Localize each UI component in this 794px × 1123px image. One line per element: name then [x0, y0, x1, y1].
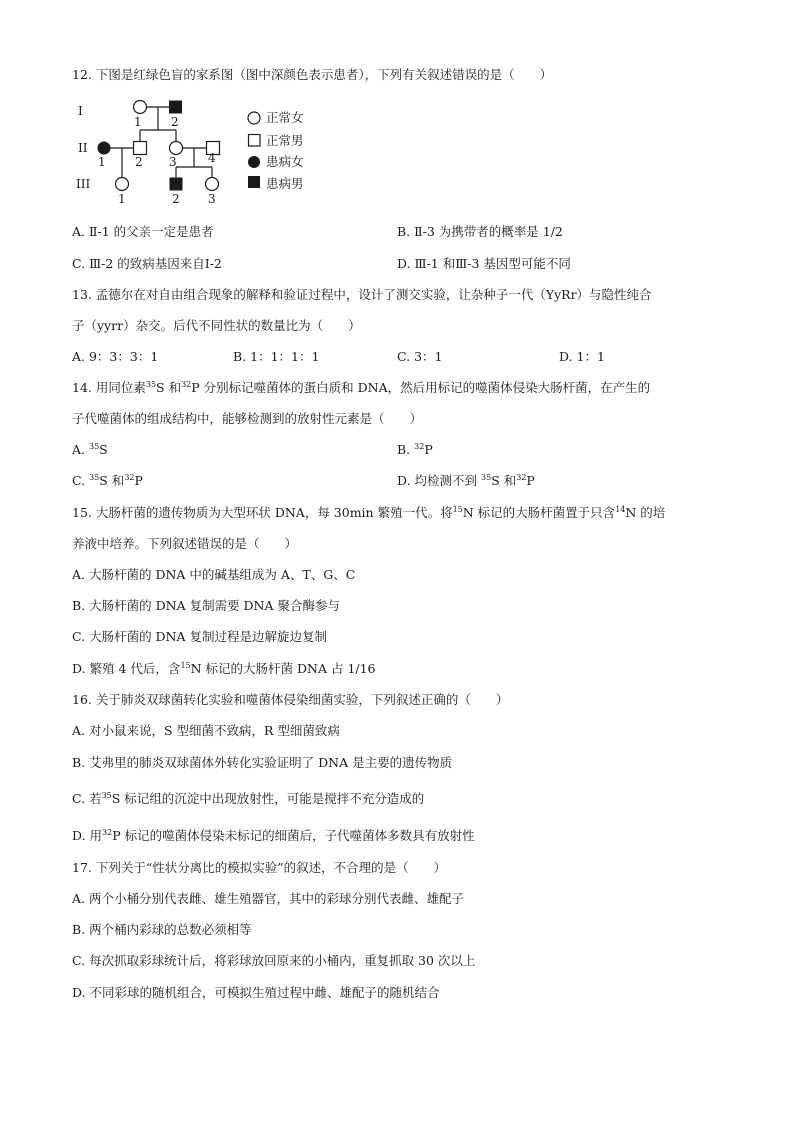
q16-option-d[interactable]: D. 用$^{32}$P 标记的噬菌体侵染未标记的细菌后，子代噬菌体多数具有放射性	[72, 828, 475, 843]
legend-normal-male: 正常男	[266, 133, 304, 148]
q13-option-a[interactable]: A. 9：3：3：1	[72, 349, 159, 364]
q15-option-a[interactable]: A. 大肠杆菌的 DNA 中的碱基组成为 A、T、G、C	[72, 567, 356, 582]
q12-stem: 12. 下图是红绿色盲的家系图（图中深颜色表示患者），下列有关叙述错误的是（ ）	[72, 67, 553, 82]
q13-stem-line2: 子（yyrr）杂交。后代不同性状的数量比为（ ）	[72, 318, 361, 333]
pedigree-III2-affected-male	[170, 178, 183, 191]
q14-stem-line2: 子代噬菌体的组成结构中，能够检测到的放射性元素是（ ）	[72, 411, 423, 426]
pedigree-II3-normal-female	[170, 142, 183, 155]
q17-stem: 17. 下列关于“性状分离比的模拟实验”的叙述，不合理的是（ ）	[72, 860, 447, 875]
pedigree-label-III1: 1	[118, 192, 126, 206]
legend-normal-male-icon	[249, 135, 261, 147]
pedigree-III1-normal-female	[116, 178, 129, 191]
q16-stem: 16. 关于肺炎双球菌转化实验和噬菌体侵染细菌实验，下列叙述正确的（ ）	[72, 692, 509, 707]
pedigree-label-II3: 3	[169, 155, 177, 169]
pedigree-label-I1: 1	[134, 115, 142, 129]
q12-option-a[interactable]: A. Ⅱ-1 的父亲一定是患者	[72, 224, 214, 239]
legend-affected-female-icon	[248, 156, 260, 168]
q16-option-a[interactable]: A. 对小鼠来说，S 型细菌不致病，R 型细菌致病	[72, 723, 340, 738]
legend-affected-male: 患病男	[266, 176, 304, 191]
q15-option-c[interactable]: C. 大肠杆菌的 DNA 复制过程是边解旋边复制	[72, 629, 327, 644]
pedigree-label-III3: 3	[208, 192, 216, 206]
q12-option-d[interactable]: D. Ⅲ-1 和Ⅲ-3 基因型可能不同	[397, 256, 571, 271]
generation-label-2: II	[78, 141, 88, 155]
legend-normal-female: 正常女	[266, 110, 304, 125]
q13-option-c[interactable]: C. 3：1	[397, 349, 443, 364]
q14-option-a[interactable]: A. $^{35}$S	[72, 442, 108, 457]
legend-affected-male-icon	[248, 176, 260, 188]
pedigree-label-II4: 4	[208, 151, 216, 165]
q12-option-b[interactable]: B. Ⅱ-3 为携带者的概率是 1/2	[397, 224, 563, 239]
legend-affected-female: 患病女	[266, 154, 304, 169]
q13-option-b[interactable]: B. 1：1：1：1	[233, 349, 320, 364]
pedigree-label-III2: 2	[172, 192, 180, 206]
pedigree-II1-affected-female	[98, 142, 111, 155]
q16-option-b[interactable]: B. 艾弗里的肺炎双球菌体外转化实验证明了 DNA 是主要的遗传物质	[72, 755, 453, 770]
pedigree-label-II1: 1	[98, 155, 106, 169]
q17-option-c[interactable]: C. 每次抓取彩球统计后，将彩球放回原来的小桶内，重复抓取 30 次以上	[72, 953, 476, 968]
q15-option-b[interactable]: B. 大肠杆菌的 DNA 复制需要 DNA 聚合酶参与	[72, 598, 340, 613]
generation-label-1: I	[78, 104, 83, 118]
q15-stem-line2: 养液中培养。下列叙述错误的是（ ）	[72, 536, 298, 551]
q15-option-d[interactable]: D. 繁殖 4 代后，含$^{15}$N 标记的大肠杆菌 DNA 占 1/16	[72, 661, 376, 676]
q14-option-b[interactable]: B. $^{32}$P	[397, 442, 433, 457]
q17-option-d[interactable]: D. 不同彩球的随机组合，可模拟生殖过程中雌、雄配子的随机结合	[72, 985, 440, 1000]
pedigree-I2-affected-male	[169, 101, 182, 114]
generation-label-3: III	[76, 177, 91, 191]
pedigree-III3-normal-female	[206, 178, 219, 191]
q17-option-a[interactable]: A. 两个小桶分别代表雌、雄生殖器官，其中的彩球分别代表雌、雄配子	[72, 891, 464, 906]
q15-stem-line1: 15. 大肠杆菌的遗传物质为大型环状 DNA，每 30min 繁殖一代。将$^{15}$N 标记的大肠杆菌置于只含$^{14}$N 的培	[72, 505, 666, 520]
q13-stem-line1: 13. 孟德尔在对自由组合现象的解释和验证过程中，设计了测交实验，让杂种子一代（YyRr）与隐性纯合	[72, 287, 652, 302]
q16-option-c[interactable]: C. 若$^{35}$S 标记组的沉淀中出现放射性，可能是搅拌不充分造成的	[72, 791, 425, 806]
pedigree-chart	[72, 96, 362, 208]
pedigree-II2-normal-male	[134, 142, 147, 155]
q12-option-c[interactable]: C. Ⅲ-2 的致病基因来自Ⅰ-2	[72, 256, 222, 271]
pedigree-label-II2: 2	[135, 155, 143, 169]
q14-option-d[interactable]: D. 均检测不到 $^{35}$S 和$^{32}$P	[397, 473, 535, 488]
q14-stem-line1: 14. 用同位素$^{35}$S 和$^{32}$P 分别标记噬菌体的蛋白质和 DNA，然后用标记的噬菌体侵染大肠杆菌，在产生的	[72, 380, 651, 395]
pedigree-label-I2: 2	[171, 115, 179, 129]
pedigree-I1-normal-female	[134, 101, 147, 114]
q17-option-b[interactable]: B. 两个桶内彩球的总数必须相等	[72, 922, 252, 937]
legend-normal-female-icon	[248, 112, 260, 124]
q14-option-c[interactable]: C. $^{35}$S 和$^{32}$P	[72, 473, 143, 488]
q13-option-d[interactable]: D. 1：1	[559, 349, 605, 364]
